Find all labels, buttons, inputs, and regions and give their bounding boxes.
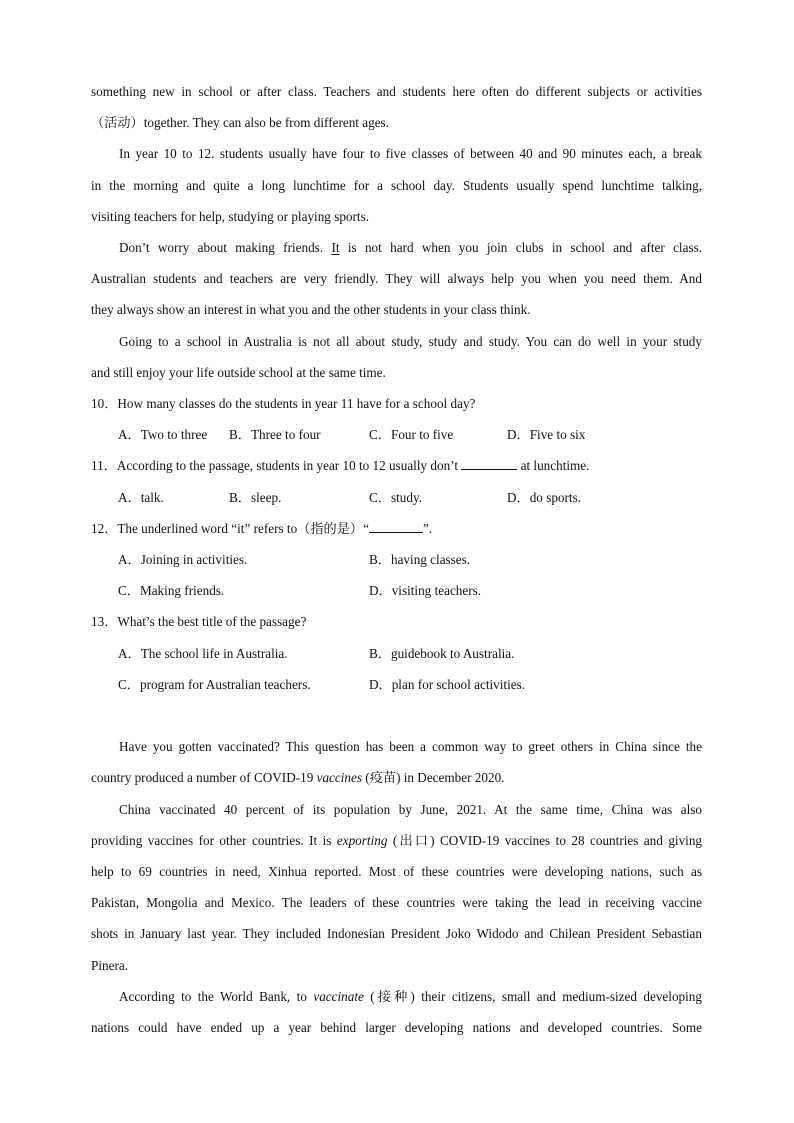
text-segment: is not hard when you join clubs in school and after class. xyxy=(347,240,703,256)
text-line: Going to a school in Australia is not all about study, study and study. You can do well in your study xyxy=(119,333,702,349)
question-11 xyxy=(91,450,702,481)
text-segment: Don’t worry about making friends. xyxy=(119,240,324,256)
option-d[interactable]: D．plan for school activities. xyxy=(369,676,526,692)
text-line xyxy=(91,825,702,856)
question-number: 13． xyxy=(91,614,118,630)
text-line: China vaccinated 40 percent of its population by June, 2021. At the same time, China was also xyxy=(119,801,702,817)
text-segment: According to the World Bank, to xyxy=(119,988,307,1004)
question-stem: According to the passage, students in year 10 to 12 usually don’t xyxy=(116,458,458,474)
passage2-paragraph-3-cont xyxy=(91,1012,702,1043)
italic-word: vaccinate xyxy=(313,988,364,1004)
passage2-paragraph-2-cont xyxy=(91,825,702,981)
text-line xyxy=(91,232,702,263)
answer-blank xyxy=(461,457,517,470)
question-11-options xyxy=(91,482,702,513)
question-number: 11． xyxy=(91,458,117,474)
passage2-paragraph-1-cont xyxy=(91,762,702,793)
text-line: in the morning and quite a long lunchtime for a school day. Students usually spend lunchtime talking, xyxy=(91,177,702,193)
question-10-options xyxy=(91,419,702,450)
text-line: nations could have ended up a year behind larger developing nations and developed countries. Some xyxy=(91,1019,702,1035)
text-line: and still enjoy your life outside school at the same time. xyxy=(91,364,386,380)
question-12-options-row2 xyxy=(91,575,702,606)
question-stem: The underlined word “it” refers to（指的是）“ xyxy=(117,520,369,536)
question-stem-end: ”. xyxy=(422,520,433,536)
question-stem: How many classes do the students in year 11 have for a school day? xyxy=(117,396,476,412)
text-segment: (疫苗) in December 2020. xyxy=(365,770,505,786)
text-line: （活动）together. They can also be from different ages. xyxy=(91,115,389,131)
underlined-word-it: It xyxy=(331,240,340,256)
text-segment: providing vaccines for other countries. It is xyxy=(91,832,332,848)
passage1-paragraph-1 xyxy=(91,76,702,138)
option-d[interactable]: D．do sports. xyxy=(507,489,581,505)
question-13-options-row2 xyxy=(91,669,702,700)
text-line: shots in January last year. They included Indonesian President Joko Widodo and Chilean President Sebastian xyxy=(91,926,702,942)
question-12-options-row1 xyxy=(91,544,702,575)
passage2-paragraph-2 xyxy=(91,794,702,825)
passage1-paragraph-3-cont xyxy=(91,263,702,325)
option-a[interactable]: A．talk. xyxy=(118,489,164,505)
question-number: 10． xyxy=(91,396,118,412)
option-a[interactable]: A．The school life in Australia. xyxy=(118,645,288,661)
option-c[interactable]: C．study. xyxy=(369,489,423,505)
text-line: Pakistan, Mongolia and Mexico. The leaders of these countries were taking the lead in receiving vaccine xyxy=(91,895,702,911)
text-line: something new in school or after class. Teachers and students here often do different subjects or activities xyxy=(91,84,702,99)
option-b[interactable]: B．Three to four xyxy=(229,427,321,443)
question-stem: What’s the best title of the passage? xyxy=(117,614,307,630)
text-line: help to 69 countries in need, Xinhua reported. Most of these countries were developing nations, such as xyxy=(91,863,702,879)
text-line xyxy=(91,981,702,1012)
passage1-paragraph-2 xyxy=(91,138,702,169)
option-b[interactable]: B．guidebook to Australia. xyxy=(369,645,515,661)
text-line: Australian students and teachers are very friendly. They will always help you when you need them. And xyxy=(91,271,702,287)
text-segment: (接种) their citizens, small and medium-sized developing xyxy=(370,988,702,1004)
passage1-paragraph-4 xyxy=(91,326,702,357)
option-b[interactable]: B．sleep. xyxy=(229,489,282,505)
question-stem-end: at lunchtime. xyxy=(520,458,590,474)
text-line: visiting teachers for help, studying or playing sports. xyxy=(91,208,369,224)
answer-blank xyxy=(369,520,423,533)
text-line: Pinera. xyxy=(91,957,128,973)
text-line: In year 10 to 12. students usually have four to five classes of between 40 and 90 minutes each, a break xyxy=(119,146,702,162)
option-c[interactable]: C．Four to five xyxy=(369,427,454,443)
passage2-paragraph-3 xyxy=(91,981,702,1012)
question-number: 12． xyxy=(91,520,118,536)
italic-word: vaccines xyxy=(316,770,362,786)
text-segment: (出口) COVID-19 vaccines to 28 countries and giving xyxy=(392,832,703,848)
option-a[interactable]: A．Two to three xyxy=(118,427,208,443)
section-gap xyxy=(91,700,702,731)
text-segment: country produced a number of COVID-19 xyxy=(91,770,314,786)
option-a[interactable]: A．Joining in activities. xyxy=(118,552,248,568)
option-c[interactable]: C．program for Australian teachers. xyxy=(118,676,311,692)
text-line xyxy=(91,762,702,793)
question-13 xyxy=(91,606,702,637)
passage2-paragraph-1 xyxy=(91,731,702,762)
option-b[interactable]: B．having classes. xyxy=(369,552,471,568)
passage1-paragraph-2-cont xyxy=(91,170,702,232)
italic-word: exporting xyxy=(336,832,388,848)
option-c[interactable]: C．Making friends. xyxy=(118,583,225,599)
passage1-paragraph-3 xyxy=(91,232,702,263)
document-page xyxy=(91,76,702,1043)
passage1-paragraph-4-cont xyxy=(91,357,702,388)
option-d[interactable]: D．Five to six xyxy=(507,427,586,443)
question-13-options-row1 xyxy=(91,638,702,669)
question-12 xyxy=(91,513,702,544)
option-d[interactable]: D．visiting teachers. xyxy=(369,583,482,599)
question-10 xyxy=(91,388,702,419)
text-line: they always show an interest in what you and the other students in your class think. xyxy=(91,302,531,318)
text-line: Have you gotten vaccinated? This question has been a common way to greet others in China since the xyxy=(119,739,702,755)
